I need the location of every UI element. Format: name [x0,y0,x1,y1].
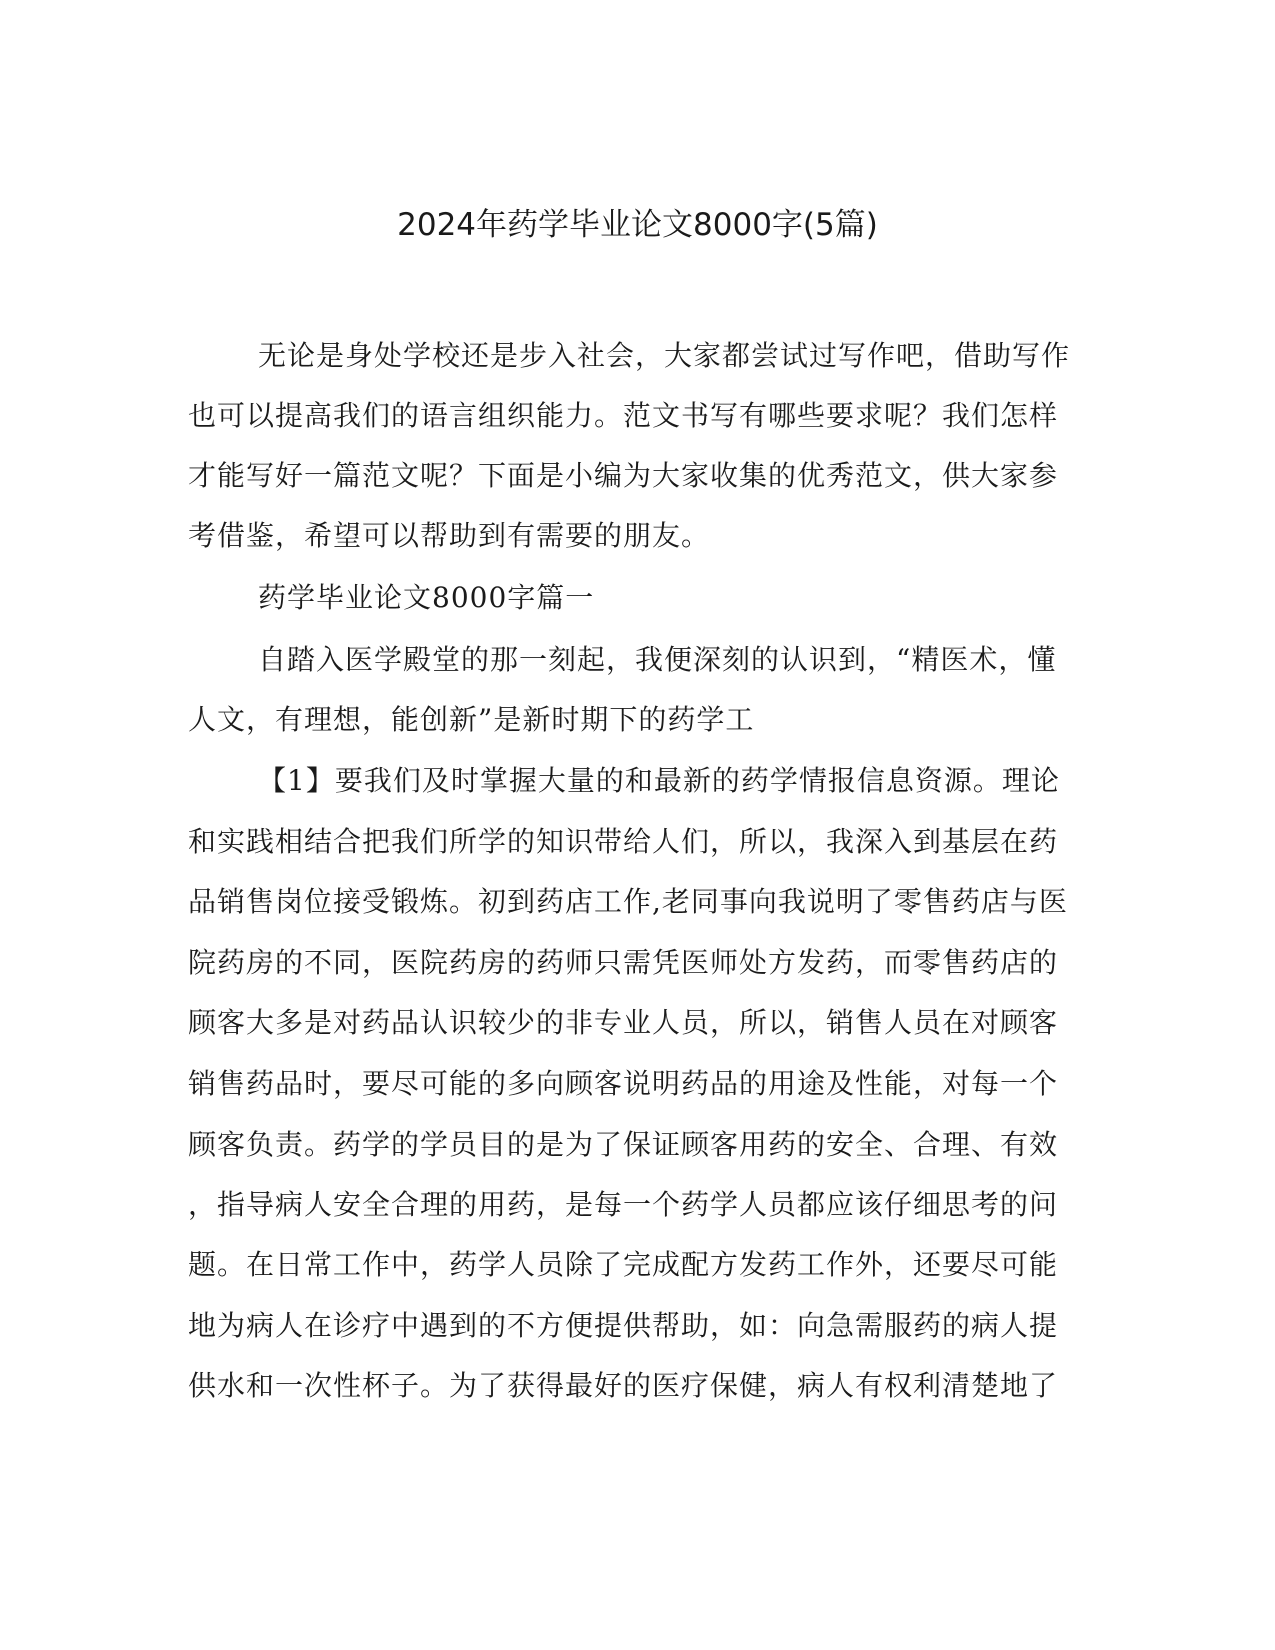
body-line-8: 销售药品时，要尽可能的多向顾客说明药品的用途及性能，对每一个 [188,1067,1059,1100]
intro-line-3: 才能写好一篇范文呢？下面是小编为大家收集的优秀范文，供大家参 [188,459,1059,492]
body-line-10: ，指导病人安全合理的用药，是每一个药学人员都应该仔细思考的问 [188,1188,1059,1221]
document-title: 2024年药学毕业论文8000字(5篇) [397,207,878,243]
body-line-12: 地为病人在诊疗中遇到的不方便提供帮助，如：向急需服药的病人提 [188,1309,1059,1342]
body-line-2: 人文，有理想，能创新”是新时期下的药学工 [188,703,755,736]
body-line-1: 自踏入医学殿堂的那一刻起，我便深刻的认识到，“精医术，懂 [258,643,1057,676]
body-line-13: 供水和一次性杯子。为了获得最好的医疗保健，病人有权利清楚地了 [188,1369,1059,1402]
body-line-7: 顾客大多是对药品认识较少的非专业人员，所以，销售人员在对顾客 [188,1006,1059,1039]
body-line-4: 和实践相结合把我们所学的知识带给人们，所以，我深入到基层在药 [188,825,1059,858]
intro-line-1: 无论是身处学校还是步入社会，大家都尝试过写作吧，借助写作 [258,339,1071,372]
body-line-9: 顾客负责。药学的学员目的是为了保证顾客用药的安全、合理、有效 [188,1128,1059,1161]
section-heading: 药学毕业论文8000字篇一 [258,581,595,614]
intro-line-4: 考借鉴，希望可以帮助到有需要的朋友。 [188,519,711,552]
body-line-5: 品销售岗位接受锻炼。初到药店工作,老同事向我说明了零售药店与医 [188,885,1068,918]
body-line-6: 院药房的不同，医院药房的药师只需凭医师处方发药，而零售药店的 [188,946,1059,979]
body-line-3: 【1】要我们及时掌握大量的和最新的药学情报信息资源。理论 [258,764,1060,797]
body-line-11: 题。在日常工作中，药学人员除了完成配方发药工作外，还要尽可能 [188,1248,1059,1281]
intro-line-2: 也可以提高我们的语言组织能力。范文书写有哪些要求呢？我们怎样 [188,399,1059,432]
